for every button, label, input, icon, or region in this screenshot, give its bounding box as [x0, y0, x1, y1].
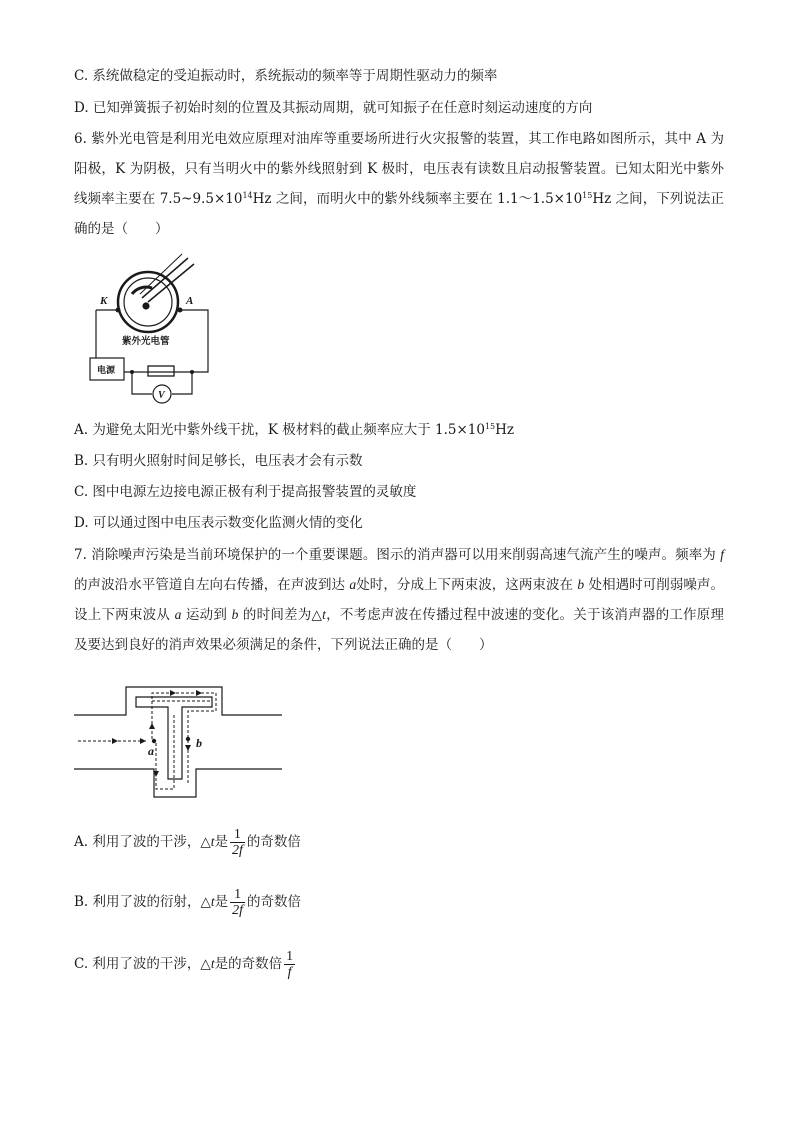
fraction-numerator: 1	[234, 886, 242, 902]
fraction-numerator: 1	[286, 948, 294, 964]
q7-symbol-t: t	[210, 956, 215, 971]
q7-option-b-end: 的奇数倍	[247, 894, 302, 910]
q6-option-d: D. 可以通过图中电压表示数变化监测火情的变化	[74, 515, 363, 531]
q6-stem-part: 6. 紫外光电管是利用光电效应原理对油库等重要场所进行火灾报警的装置，其工作电路如图所示，其中 A 为阳极，K 为阴极，只有当明火中的紫外线照射到 K 极时，电压表有读数且启动报警装置。已知太阳光中紫外线频率主要在 7.5~9.5×10	[74, 131, 724, 207]
fraction-denominator: f	[284, 964, 295, 981]
q6-option-a-text: A. 为避免太阳光中紫外线干扰，K 极材料的截止频率应大于 1.5×10	[74, 422, 485, 438]
q7-symbol-t: t	[210, 894, 215, 909]
q7-option-b-mid: 是	[214, 894, 229, 910]
q7-stem-part: 7. 消除噪声污染是当前环境保护的一个重要课题。图示的消声器可以用来削弱高速气流产生的噪声。频率为	[74, 547, 721, 563]
q7-stem-part: 的时间差为△	[238, 607, 323, 623]
q6-option-a	[74, 421, 514, 439]
q7-option-b-text: B. 利用了波的衍射，△	[74, 894, 211, 910]
q7-stem-part: 运动到	[181, 607, 232, 623]
muffler-diagram	[74, 683, 284, 803]
q7-option-a-text: A. 利用了波的干涉，△	[74, 834, 211, 850]
fraction-numerator: 1	[233, 826, 241, 842]
cathode-label: K	[100, 295, 108, 307]
q5-option-c: C. 系统做稳定的受迫振动时，系统振动的频率等于周期性驱动力的频率	[74, 68, 498, 84]
q7-stem-part: 的声波沿水平管道自左向右传播，在声波到达	[74, 577, 350, 593]
q7-stem-part: 处相遇时可削弱噪声。设上下两束波从	[74, 577, 724, 623]
q6-option-a-exponent: 15	[484, 422, 496, 431]
q7-option-a-mid: 是	[214, 834, 228, 850]
q7-option-a-end: 的奇数倍	[246, 834, 301, 850]
q6-option-c: C. 图中电源左边接电源正极有利于提高报警装置的灵敏度	[74, 484, 417, 500]
q7-stem-part: ，不考虑声波在传播过程中波速的变化。关于该消声器的工作原理及要达到良好的消声效果必须满足的条件，下列说法正确的是（ ）	[74, 607, 725, 653]
fraction-denominator: 2f	[232, 902, 244, 918]
voltmeter-label: V	[158, 390, 165, 401]
q7-option-c-mid: 是的奇数倍	[214, 956, 283, 972]
anode-label: A	[186, 295, 194, 307]
q7-stem	[74, 540, 724, 660]
q7-symbol-f: f	[720, 547, 724, 562]
phototube-circuit-diagram	[88, 248, 218, 408]
q6-stem-part: Hz 之间，下列说法正确的是（ ）	[74, 191, 724, 237]
power-source-label: 电源	[97, 366, 116, 376]
q6-exponent: 15	[582, 191, 593, 200]
q7-symbol-b: b	[231, 607, 239, 622]
q7-stem-part: 处时，分成上下两束波，这两束波在	[356, 577, 578, 593]
q7-symbol-a: a	[174, 607, 182, 622]
q6-option-a-unit: Hz	[495, 422, 515, 438]
q5-option-d: D. 已知弹簧振子初始时刻的位置及其振动周期，就可知振子在任意时刻运动速度的方向	[74, 100, 593, 116]
point-a-label: a	[148, 744, 154, 758]
fraction-1-over-2f	[230, 887, 245, 919]
q6-exponent: 14	[242, 191, 253, 200]
q7-symbol-t: t	[322, 607, 326, 622]
q6-stem	[74, 124, 724, 244]
q7-symbol-b: b	[577, 577, 585, 592]
q7-symbol-t: t	[210, 834, 215, 849]
q7-option-a	[74, 822, 301, 862]
fraction-1-over-f	[284, 949, 295, 981]
q6-stem-part: Hz 之间，而明火中的紫外线频率主要在 1.1～1.5×10	[252, 191, 583, 207]
q7-option-c-text: C. 利用了波的干涉，△	[74, 956, 211, 972]
fraction-denominator: 2f	[231, 842, 243, 858]
fraction-1-over-2f	[230, 827, 245, 859]
q7-option-b	[74, 882, 301, 922]
phototube-label: 紫外光电管	[122, 336, 170, 347]
q7-symbol-a: a	[349, 577, 357, 592]
q7-option-c	[74, 944, 297, 984]
point-b-label: b	[196, 736, 202, 750]
q6-option-b: B. 只有明火照射时间足够长，电压表才会有示数	[74, 453, 363, 469]
